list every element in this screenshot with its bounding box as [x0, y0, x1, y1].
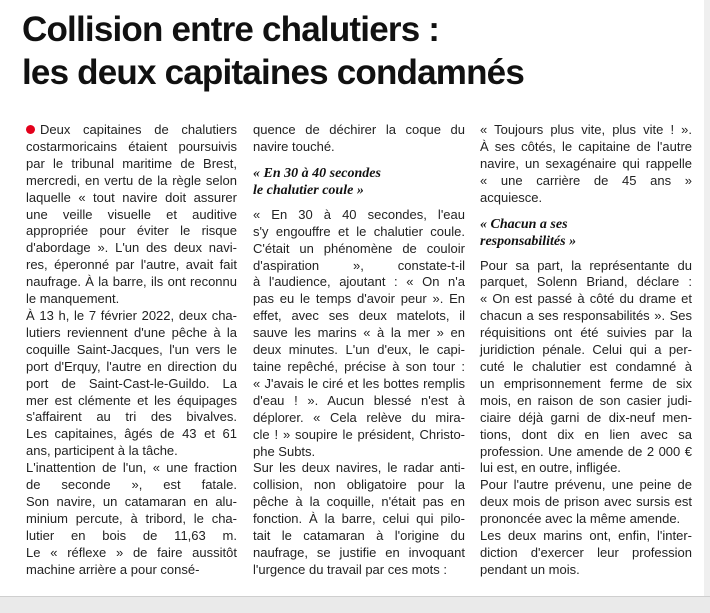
text-line: le manquement.: [26, 291, 120, 307]
page-edge: [704, 0, 710, 596]
text-line: d'abordage ». L'un des deux navi-: [26, 240, 237, 256]
text-line: une veille visuelle et auditive: [26, 206, 237, 222]
text-line: Pour l'autre prévenu, une peine de: [480, 477, 692, 493]
section-intertitle: [253, 165, 465, 199]
intertitle-line: « Chacun a ses: [480, 216, 568, 232]
article-paragraph: [26, 122, 237, 308]
red-bullet-icon: [26, 125, 35, 134]
text-line: prononcée avec la même amende.: [480, 511, 681, 527]
text-line: diction d'exercer leur profession: [480, 544, 692, 560]
text-line: Son navire, un catamaran en alu-: [26, 493, 237, 509]
text-line: « On est passé à côté du drame et: [480, 291, 692, 307]
text-line: de seconde », est fatale.: [26, 477, 237, 493]
text-line: fonction. À la barre, celui qui pilo-: [253, 511, 465, 527]
text-line: l'urgence du travail par ces mots :: [253, 561, 447, 577]
text-line: pendant un mois.: [480, 561, 580, 577]
text-line: Les deux marins ont, enfin, l'inter-: [480, 528, 692, 544]
text-line: L'inattention de l'un, « une fraction: [26, 460, 237, 476]
text-line: juridiction pénale. Celui qui a per-: [480, 342, 692, 358]
text-line: « En 30 à 40 secondes, l'eau: [253, 206, 465, 222]
text-line: Le « réflexe » de faire aussitôt: [26, 544, 237, 560]
text-line: acquiesce.: [480, 189, 543, 205]
text-line: mois, en raison de son casier judi-: [480, 392, 692, 408]
text-line: chacun a ses responsabilités ». Ses: [480, 308, 692, 324]
text-line: C'était un phénomène de couloir: [253, 240, 465, 256]
intertitle-line: responsabilités »: [480, 233, 577, 249]
text-line: effet, avec ses deux matelots, il: [253, 308, 465, 324]
text-line: coquille Saint-Jacques, l'un vers le: [26, 341, 237, 357]
text-line-content: Deux capitaines de chalutiers: [40, 122, 237, 137]
text-line: ans, participent à la tâche.: [26, 443, 178, 459]
text-line: port de Saint-Cast-le-Guildo. La: [26, 375, 237, 391]
text-line: sauve les marins « à la mer » en: [253, 325, 465, 341]
text-line: cuté le chalutier est condamné à: [480, 358, 692, 374]
text-line: port d'Erquy, l'autre en direction du: [26, 358, 237, 374]
text-line: « une carrière de 45 ans »: [480, 172, 692, 188]
text-line: parquet, Solenn Briand, déclare :: [480, 274, 692, 290]
text-line: lui est, en outre, infligée.: [480, 460, 621, 476]
text-line: Les capitaines, âgés de 43 et 61: [26, 426, 237, 442]
text-line: Sur les deux navires, le radar anti-: [253, 460, 465, 476]
article-column-2: [253, 122, 465, 579]
text-line: quence de déchirer la coque du: [253, 122, 465, 137]
text-line: À ses côtés, le capitaine de l'autre: [480, 138, 692, 154]
section-intertitle: [480, 216, 692, 250]
spacer: [253, 199, 465, 207]
text-line: pêche à la coquille, n'était pas en: [253, 494, 465, 510]
text-line: mer est clémente et les équipages: [26, 392, 237, 408]
page-bottom-band: [0, 596, 710, 613]
intertitle-line: le chalutier coule »: [253, 182, 364, 198]
article-paragraph: [480, 122, 692, 207]
article-column-1: [26, 122, 237, 578]
article-headline: [22, 8, 692, 94]
text-line: mercredi, en vertu de la règle selon: [26, 172, 237, 188]
text-line: pas eu le temps d'avoir peur ». En: [253, 291, 465, 307]
text-line: « Toujours plus vite, plus vite ! ».: [480, 122, 692, 137]
article-column-3: [480, 122, 692, 579]
text-line: tions, dont dix en lien avec sa: [480, 426, 692, 442]
text-line: costarmoricains étaient poursuivis: [26, 138, 237, 154]
headline-line-2: les deux capitaines condamnés: [22, 53, 525, 92]
article-paragraph: [26, 460, 237, 578]
text-line: cle ! » soupire le président, Christo-: [253, 426, 465, 442]
text-line: un emprisonnement ferme de six: [480, 375, 692, 391]
article-paragraph: [480, 258, 692, 478]
text-line: appropriée pour éviter le risque: [26, 223, 237, 239]
text-line: deux minutes. L'un d'eux, le capi-: [253, 342, 465, 358]
text-line: tait le catamaran à l'origine du: [253, 528, 465, 544]
text-line: navire, un sexagénaire qui rappelle: [480, 155, 692, 171]
text-line: s'affairent au tri des bivalves.: [26, 409, 237, 425]
text-line: taine repêché, précise à son tour :: [253, 358, 465, 374]
text-line: deux mois de prison avec sursis est: [480, 494, 692, 510]
text-line: res, éperonné par l'autre, avait fait: [26, 257, 237, 273]
article-paragraph: [253, 122, 465, 156]
text-line: À 13 h, le 7 février 2022, deux cha-: [26, 307, 237, 323]
text-line: ciaire déjà garni de dix-neuf men-: [480, 409, 692, 425]
text-line: d'aspiration », constate-t-il: [253, 257, 465, 273]
article-paragraph: [480, 528, 692, 579]
text-line: naufrage, se justifie en invoquant: [253, 544, 465, 560]
article-paragraph: [253, 207, 465, 461]
text-line: minium percute, à tribord, le cha-: [26, 510, 237, 526]
article-paragraph: [253, 460, 465, 578]
spacer: [480, 250, 692, 258]
text-line: « J'avais le ciré et les bottes remplis: [253, 375, 465, 391]
text-line: réquisitions ont été suivies par la: [480, 325, 692, 341]
spacer: [253, 156, 465, 165]
text-line: phe Subts.: [253, 443, 316, 459]
text-line: lutiers reviennent d'une pêche à la: [26, 324, 237, 340]
text-line: machine arrière a pour consé-: [26, 561, 200, 577]
text-line: [26, 122, 237, 139]
text-line: collision, non obligatoire pour la: [253, 477, 465, 493]
text-line: à l'audience, ajoutant : « On n'a: [253, 274, 465, 290]
text-line: profession. Une amende de 2 000 €: [480, 443, 692, 459]
headline-line-1: Collision entre chalutiers :: [22, 10, 440, 49]
text-line: s'y engouffre et le chalutier coule.: [253, 223, 465, 239]
text-line: lutier en bois de 11,63 m.: [26, 527, 237, 543]
text-line: déplorer. « Cela relève du mira-: [253, 409, 465, 425]
article-paragraph: [480, 477, 692, 528]
text-line: d'eau ! ». Aucun blessé n'est à: [253, 392, 465, 408]
text-line: naufrage. À la barre, ils ont reconnu: [26, 274, 237, 290]
text-line: par le tribunal maritime de Brest,: [26, 155, 237, 171]
text-line: Pour sa part, la représentante du: [480, 257, 692, 273]
spacer: [480, 207, 692, 216]
text-line: navire touché.: [253, 138, 335, 154]
article-paragraph: [26, 308, 237, 460]
text-line: laquelle « tout navire doit assurer: [26, 189, 237, 205]
intertitle-line: « En 30 à 40 secondes: [253, 165, 381, 181]
